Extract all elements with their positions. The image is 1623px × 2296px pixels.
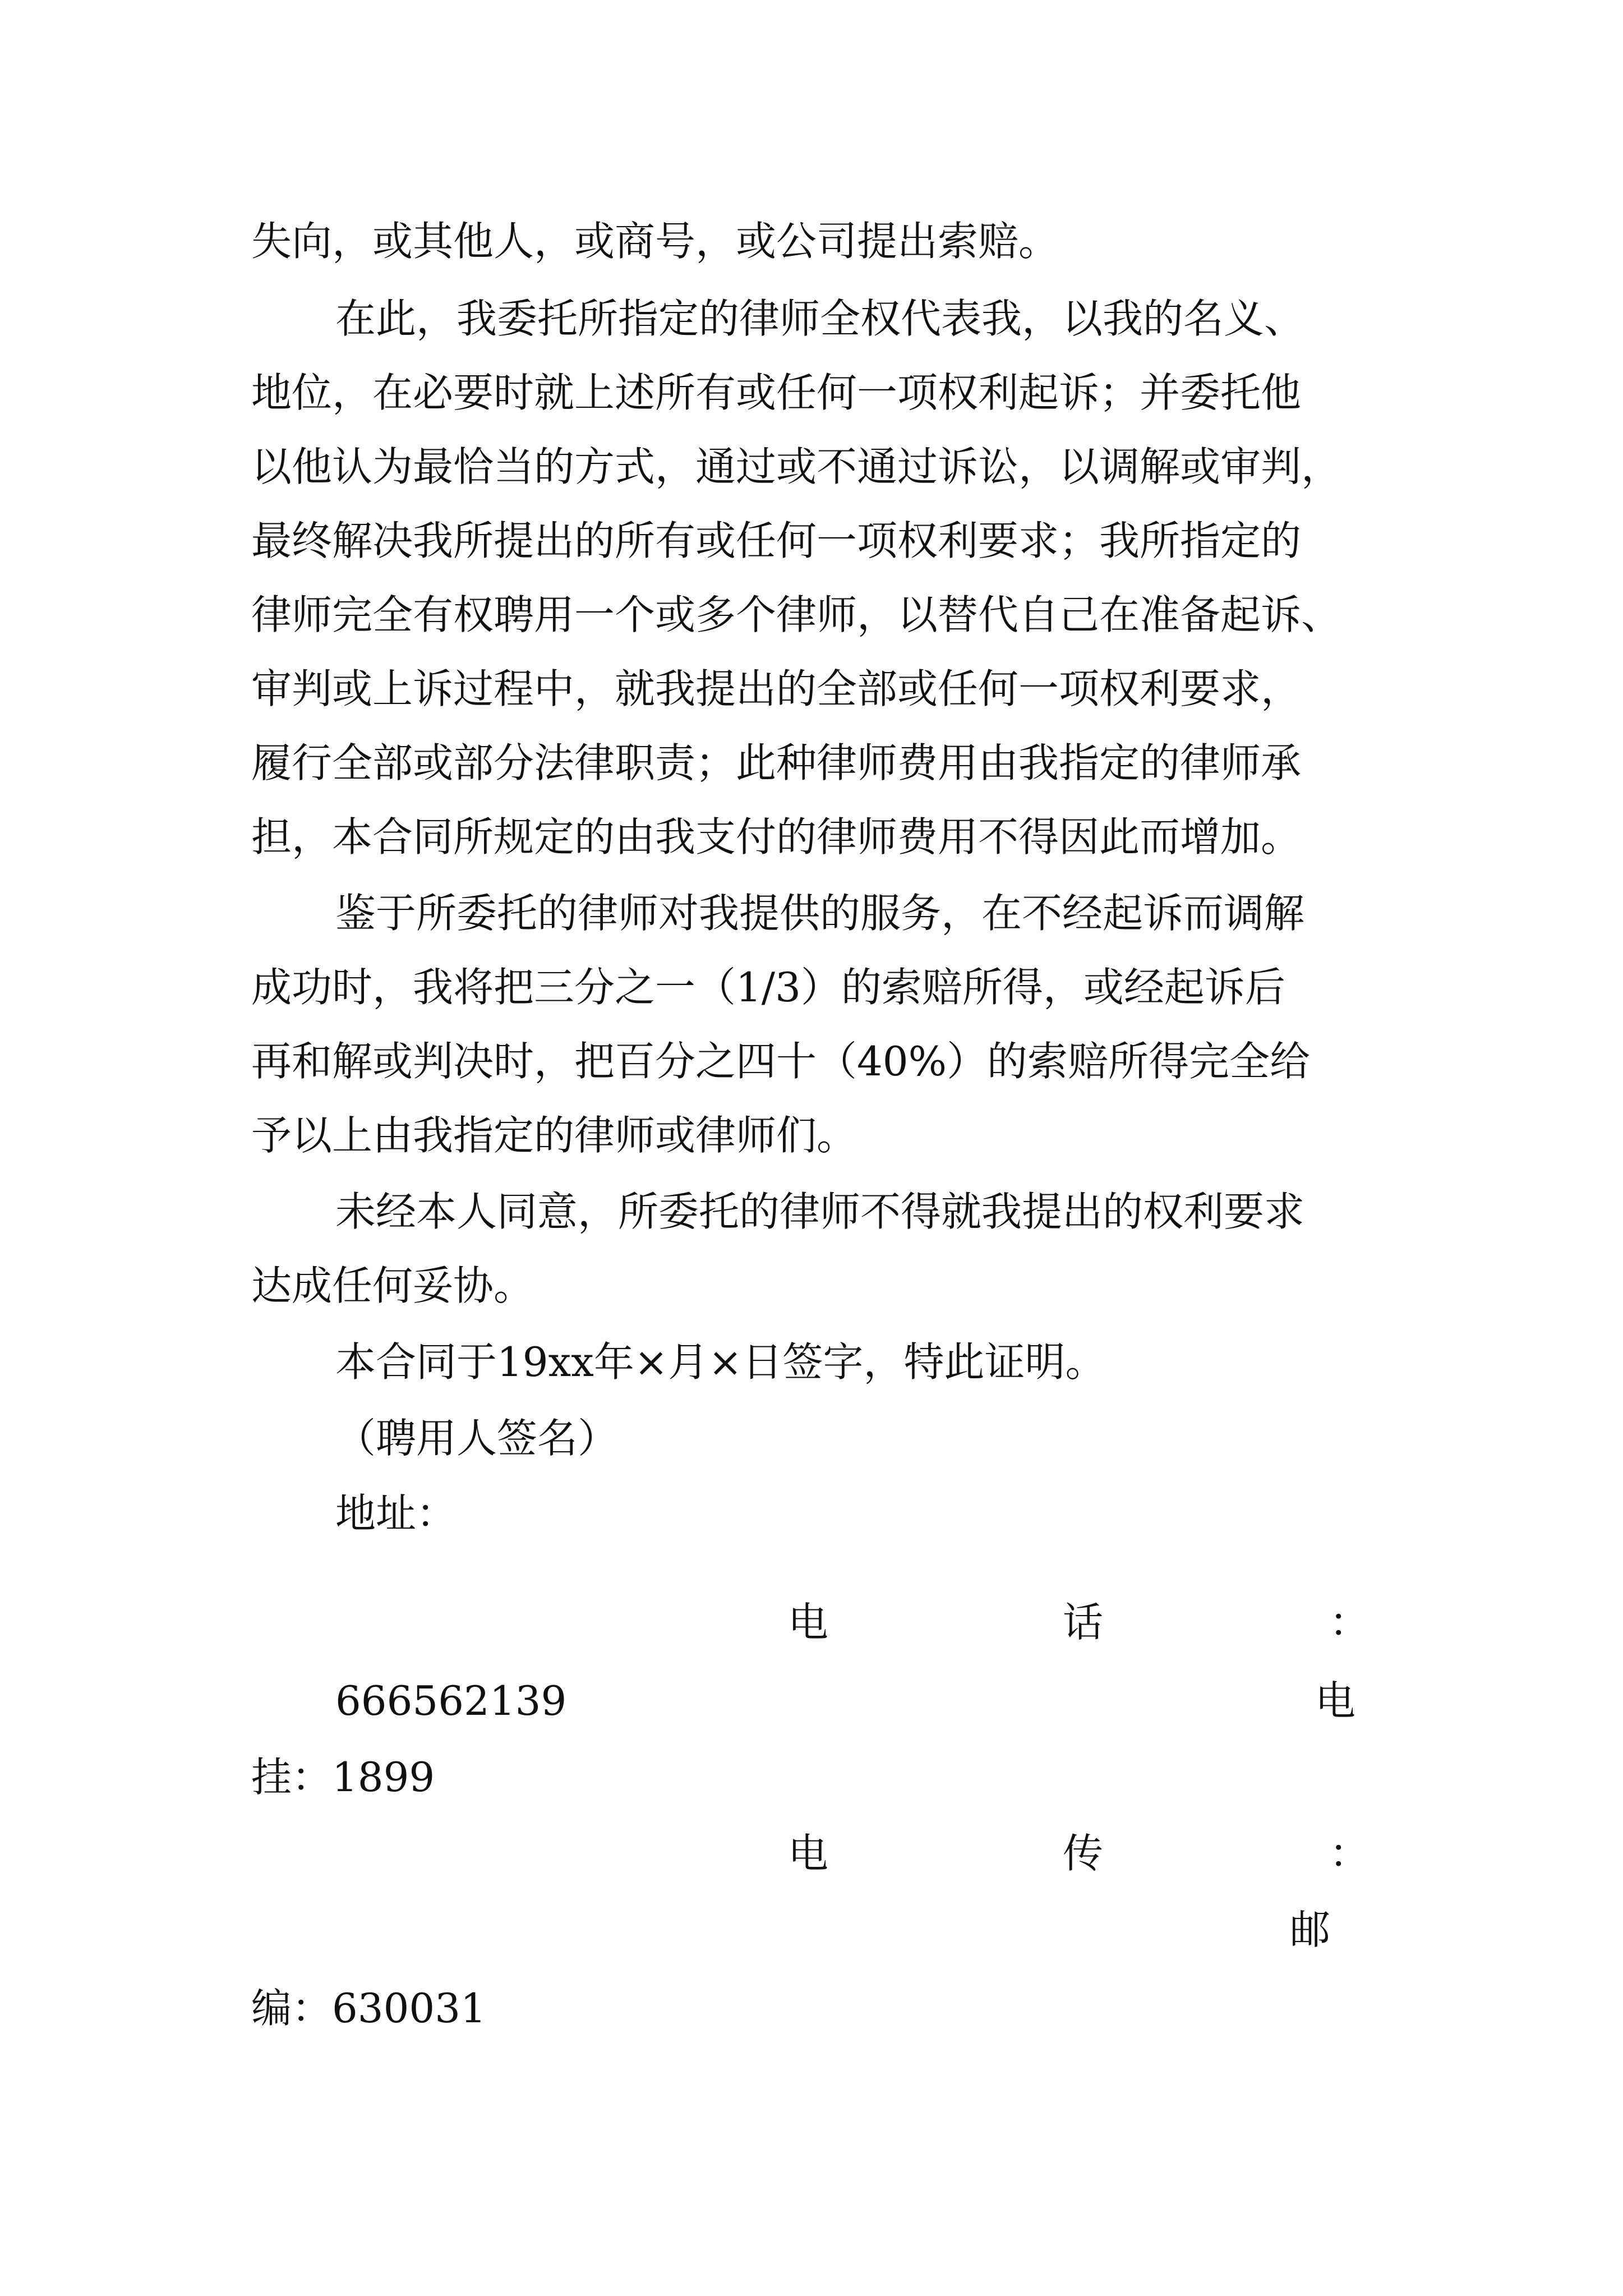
paragraph-line: 以他认为最恰当的方式，通过或不通过诉讼，以调解或审判，: [251, 443, 1342, 490]
paragraph-line: 审判或上诉过程中，就我提出的全部或任何一项权利要求，: [251, 665, 1302, 712]
address-label: 地址：: [335, 1490, 457, 1537]
paragraph-line: 达成任何妥协。: [251, 1262, 534, 1309]
signature-label: （聘用人签名）: [335, 1415, 619, 1462]
paragraph-line: 未经本人同意，所委托的律师不得就我提出的权利要求: [335, 1188, 1305, 1235]
paragraph-line: 成功时，我将把三分之一（1/3）的索赔所得，或经起诉后: [251, 964, 1285, 1011]
paragraph-line: 予以上由我指定的律师或律师们。: [251, 1112, 857, 1159]
paragraph-line: 地位，在必要时就上述所有或任何一项权利起诉；并委托他: [251, 369, 1302, 416]
postal-char-1: 邮: [1290, 1906, 1331, 1953]
paragraph-line: 担，本合同所规定的由我支付的律师费用不得因此而增加。: [251, 813, 1302, 861]
paragraph-line: 在此，我委托所指定的律师全权代表我，以我的名义、: [335, 295, 1305, 342]
cable-number: 挂：1899: [251, 1754, 435, 1801]
fax-char-1: 电: [788, 1830, 829, 1877]
paragraph-line: 律师完全有权聘用一个或多个律师，以替代自己在准备起诉、: [251, 591, 1342, 638]
paragraph-line: 最终解决我所提出的所有或任何一项权利要求；我所指定的: [251, 517, 1302, 564]
phone-colon: ：: [1329, 1599, 1370, 1646]
phone-char-1: 电: [788, 1599, 829, 1646]
paragraph-line: 履行全部或部分法律职责；此种律师费用由我指定的律师承: [251, 739, 1302, 786]
phone-number: 666562139: [335, 1677, 567, 1724]
paragraph-line: 失向，或其他人，或商号，或公司提出索赔。: [251, 218, 1059, 265]
cable-char-1: 电: [1315, 1677, 1356, 1724]
phone-char-2: 话: [1063, 1599, 1104, 1646]
paragraph-line: 再和解或判决时，把百分之四十（40%）的索赔所得完全给: [251, 1038, 1311, 1085]
fax-char-2: 传: [1063, 1830, 1104, 1877]
paragraph-line: 鉴于所委托的律师对我提供的服务，在不经起诉而调解: [335, 890, 1305, 937]
postal-code: 编：630031: [251, 1985, 486, 2032]
signature-date-line: 本合同于19xx年×月×日签字，特此证明。: [335, 1338, 1106, 1386]
fax-colon: ：: [1329, 1830, 1370, 1877]
